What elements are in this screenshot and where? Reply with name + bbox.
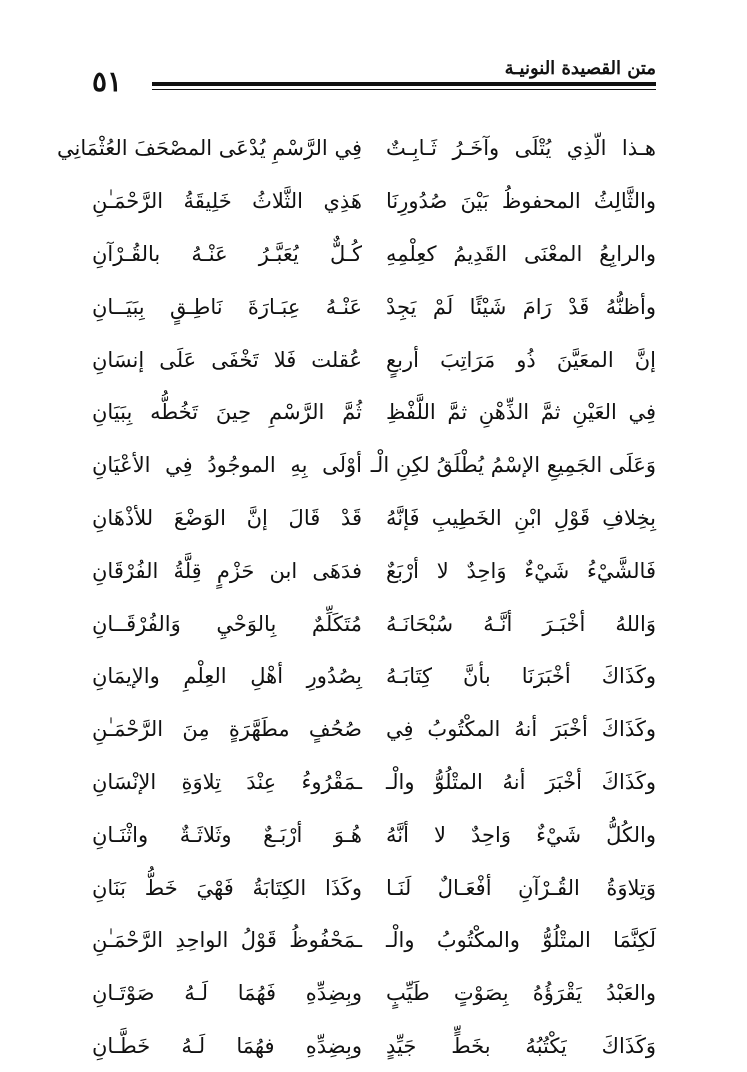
verse-right-hemistich: وكَذَاكَ أخْبَرَنَا بأنَّ كِتَابَـهُ — [386, 664, 656, 689]
verse-left-hemistich: عَنْـهُ عِبَـارَةَ نَاطِـقٍ بِبَيَــانِ — [92, 294, 362, 319]
verse — [92, 861, 656, 914]
running-title: متن القصيدة النونيـة — [504, 58, 656, 79]
verse — [92, 492, 656, 545]
verse-right-hemistich: وَتِلاوَةُ القُـرْآنِ أفْعَـالٌ لَنَـا — [386, 875, 656, 900]
verse-right-hemistich: لَكِنَّمَا المتْلُوُّ والمكْتُوبُ والْـ — [386, 928, 656, 953]
verse — [92, 1020, 656, 1072]
header-rule-thick — [152, 82, 656, 86]
verse-left-hemistich: هَذِي الثَّلاثُ خَلِيقَةُ الرَّحْمَـٰنِ — [92, 189, 362, 214]
verse-left-hemistich: هُـوَ أرْبَـعٌ وثَلاثَـةٌ واثْنَـانِ — [92, 822, 362, 847]
verse-right-hemistich: وأظنُّهُ قَدْ رَامَ شَيْئًا لَمْ يَجِدْ — [386, 294, 656, 319]
verse — [92, 650, 656, 703]
verse-right-hemistich: فَالشَّيْءُ شَيْءٌ وَاحِدٌ لا أرْبَعٌ — [386, 558, 656, 583]
verse-left-hemistich: وبِضِدِّهِ فَهُمَا لَـهُ صَوْتَـانِ — [92, 981, 362, 1006]
verse — [92, 703, 656, 756]
verse-left-hemistich: مُتَكَلِّمٌ بِالوَحْيِ وَالفُرْقَــانِ — [92, 611, 362, 636]
header-rule-thin — [152, 89, 656, 90]
verse — [92, 439, 656, 492]
verse-left-hemistich: كُـلٌّ يُعَبَّـرُ عَنْـهُ بالقُـرْآنِ — [92, 241, 362, 266]
verse-right-hemistich: والعَبْدُ يَقْرَؤُهُ بِصَوْتٍ طَيِّبٍ — [386, 981, 656, 1006]
verse — [92, 280, 656, 333]
verse — [92, 597, 656, 650]
verse-left-hemistich: أوْلَى بِهِ الموجُودُ فِي الأعْيَانِ — [92, 453, 362, 478]
verse-right-hemistich: والكُلُّ شَيْءٌ وَاحِدٌ لا أنَّهُ — [386, 822, 656, 847]
header-rule — [152, 82, 656, 92]
verse-right-hemistich: فِي العَيْنِ ثمَّ الذِّهْنِ ثمَّ اللَّفْظِ — [386, 400, 656, 425]
verse-right-hemistich: بِخِلافِ قَوْلِ ابْنِ الخَطِيبِ فَإنَّهُ — [386, 505, 656, 530]
verse-right-hemistich: إنَّ المعَيَّنَ ذُو مَرَاتِبَ أربعٍ — [386, 347, 656, 372]
verse — [56, 122, 656, 175]
verse — [92, 175, 656, 228]
verse-right-hemistich: وَعَلَى الجَمِيعِ الإسْمُ يُطْلَقُ لكِنِ الْـ — [370, 453, 656, 478]
verse — [92, 914, 656, 967]
verse-left-hemistich: ثُمَّ الرَّسْمِ حِينَ تَخُطُّه بِبَيَانِ — [92, 400, 362, 425]
verse — [92, 967, 656, 1020]
verse-left-hemistich: ـمَقْرُوءُ عِنْدَ تِلاوَةِ الإنْسَانِ — [92, 769, 362, 794]
verse-left-hemistich: وبِضِدِّهِ فهُمَا لَـهُ خَطَّـانِ — [92, 1033, 362, 1058]
verse-right-hemistich: وكَذَاكَ أخْبَرَ أنهُ المكْتُوبُ فِي — [386, 717, 656, 742]
verse-left-hemistich: قَدْ قَالَ إنَّ الوَضْعَ للأذْهَانِ — [92, 505, 362, 530]
verse-left-hemistich: بِصُدُورِ أهْلِ العِلْمِ والإيمَانِ — [92, 664, 362, 689]
verse-left-hemistich: ـمَحْفُوظُ قَوْلُ الواحِدِ الرَّحْمَـٰنِ — [92, 928, 362, 953]
poem-body — [56, 122, 656, 1072]
verse — [92, 228, 656, 281]
verse-left-hemistich: فِي الرَّسْمِ يُدْعَى المصْحَفَ العُثْمَانِي — [56, 136, 362, 161]
verse-left-hemistich: فدَهَى ابن حَزْمٍ قِلَّةُ الفُرْقَانِ — [92, 558, 362, 583]
verse-right-hemistich: وَاللهُ أخْبَـرَ أنَّـهُ سُبْحَانَـهُ — [386, 611, 656, 636]
verse-right-hemistich: والرابِعُ المعْنَى القَدِيمُ كعِلْمِهِ — [386, 241, 656, 266]
verse — [92, 544, 656, 597]
verse — [92, 386, 656, 439]
verse-left-hemistich: وكَذَا الكِتَابَةُ فَهْيَ خَطُّ بَنَانِ — [92, 875, 362, 900]
verse-right-hemistich: هـذا الّذِي يُتْلَى وآخَـرُ ثَـابِـتٌ — [386, 136, 656, 161]
verse — [92, 333, 656, 386]
verse-right-hemistich: وكَذَاكَ أخْبَرَ أنهُ المتْلُوُّ والْـ — [386, 769, 656, 794]
verse — [92, 756, 656, 809]
verse — [92, 808, 656, 861]
verse-left-hemistich: عُقلت فَلا تَخْفَى عَلَى إنسَانِ — [92, 347, 362, 372]
verse-right-hemistich: والثَّالِثُ المحفوظُ بَيْنَ صُدُورِنَا — [386, 189, 656, 214]
page-number: ٥١ — [92, 65, 123, 98]
verse-left-hemistich: صُحُفٍ مطَهَّرَةٍ مِنَ الرَّحْمَـٰنِ — [92, 717, 362, 742]
verse-right-hemistich: وَكَذَاكَ يَكْتُبُهُ بخَطٍّ جَيِّدٍ — [386, 1033, 656, 1058]
page-header — [92, 58, 656, 98]
